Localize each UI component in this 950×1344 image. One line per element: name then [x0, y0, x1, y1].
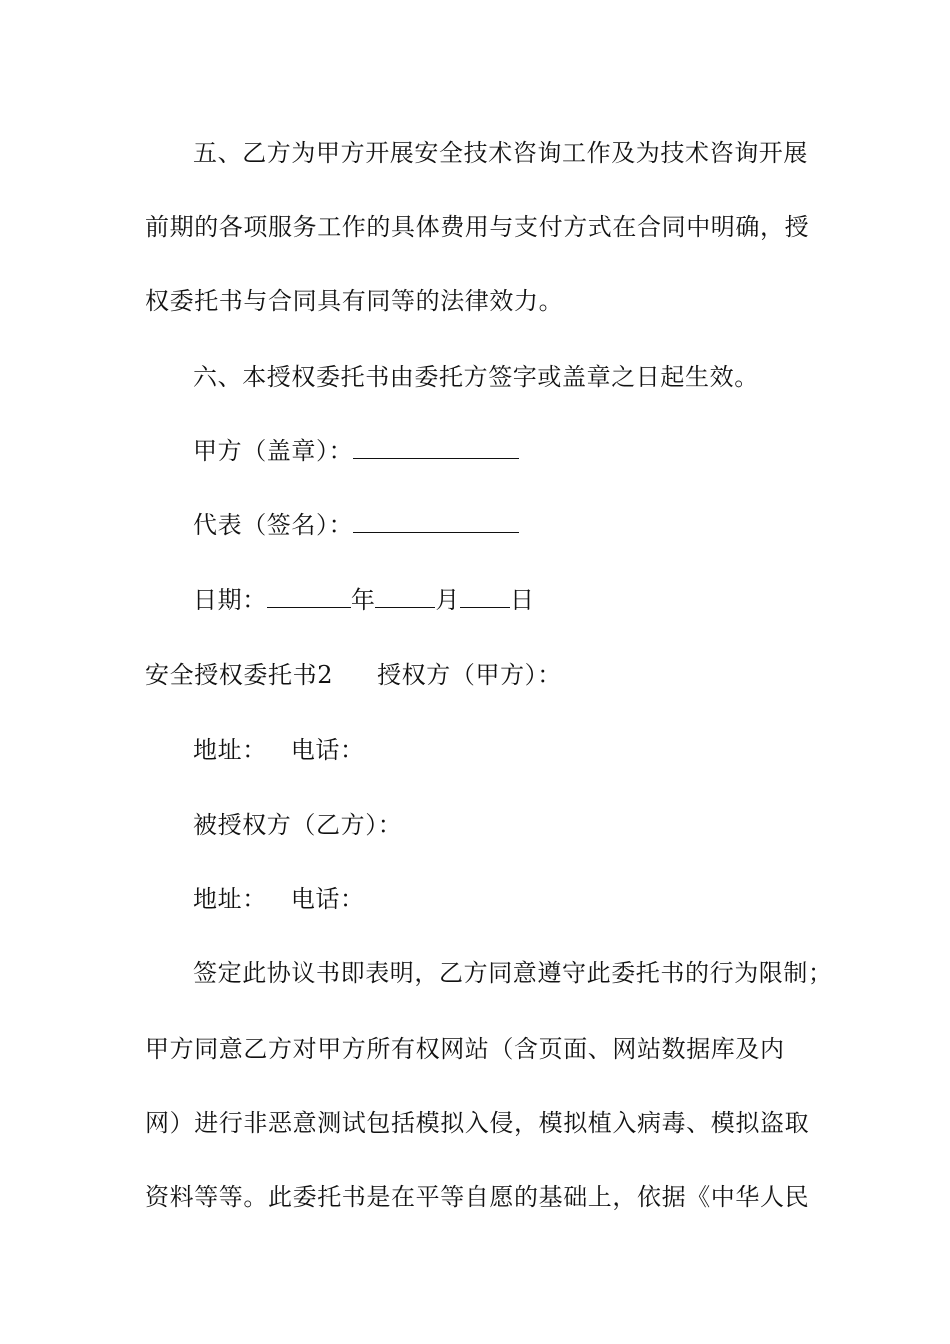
section-2-title: 安全授权委托书2: [145, 661, 334, 689]
grantor-address-label: 地址：: [193, 736, 267, 764]
day-label: 日: [510, 586, 535, 614]
section-2-heading-row: [145, 660, 562, 690]
agreement-line-2: 甲方同意乙方对甲方所有权网站（含页面、网站数据库及内: [145, 1035, 785, 1063]
month-label: 月: [435, 586, 461, 614]
party-a-seal-label: 甲方（盖章）：: [193, 437, 354, 465]
month-blank: [375, 585, 435, 608]
agreement-line-4: 资料等等。此委托书是在平等自愿的基础上，依据《中华人民: [145, 1183, 810, 1211]
agreement-line-1: 签定此协议书即表明，乙方同意遵守此委托书的行为限制；: [193, 959, 833, 987]
grantee-address-label: 地址：: [193, 885, 267, 913]
date-label: 日期：: [193, 586, 267, 614]
grantee-phone-label: 电话：: [290, 885, 365, 913]
party-a-seal-blank: [353, 436, 519, 459]
clause-5-line-3: 权委托书与合同具有同等的法律效力。: [145, 287, 564, 315]
date-row: [193, 585, 535, 615]
year-label: 年: [350, 586, 376, 614]
representative-label: 代表（签名）：: [193, 511, 354, 539]
clause-5-line-2: 前期的各项服务工作的具体费用与支付方式在合同中明确，授: [145, 213, 810, 241]
representative-row: [193, 510, 519, 540]
agreement-line-3: 网）进行非恶意测试包括模拟入侵，模拟植入病毒、模拟盗取: [145, 1109, 810, 1137]
grantor-phone-label: 电话：: [290, 736, 365, 764]
grantor-contact-row: [193, 735, 365, 765]
clause-6: 六、本授权委托书由委托方签字或盖章之日起生效。: [193, 363, 759, 391]
representative-signature-blank: [353, 510, 519, 533]
day-blank: [460, 585, 510, 608]
year-blank: [267, 585, 351, 608]
grantee-label: 被授权方（乙方）：: [193, 811, 403, 839]
grantor-label: 授权方（甲方）：: [377, 661, 562, 689]
clause-5-line-1: 五、乙方为甲方开展安全技术咨询工作及为技术咨询开展: [193, 139, 808, 167]
grantee-contact-row: [193, 884, 365, 914]
party-a-seal-row: [193, 436, 519, 466]
